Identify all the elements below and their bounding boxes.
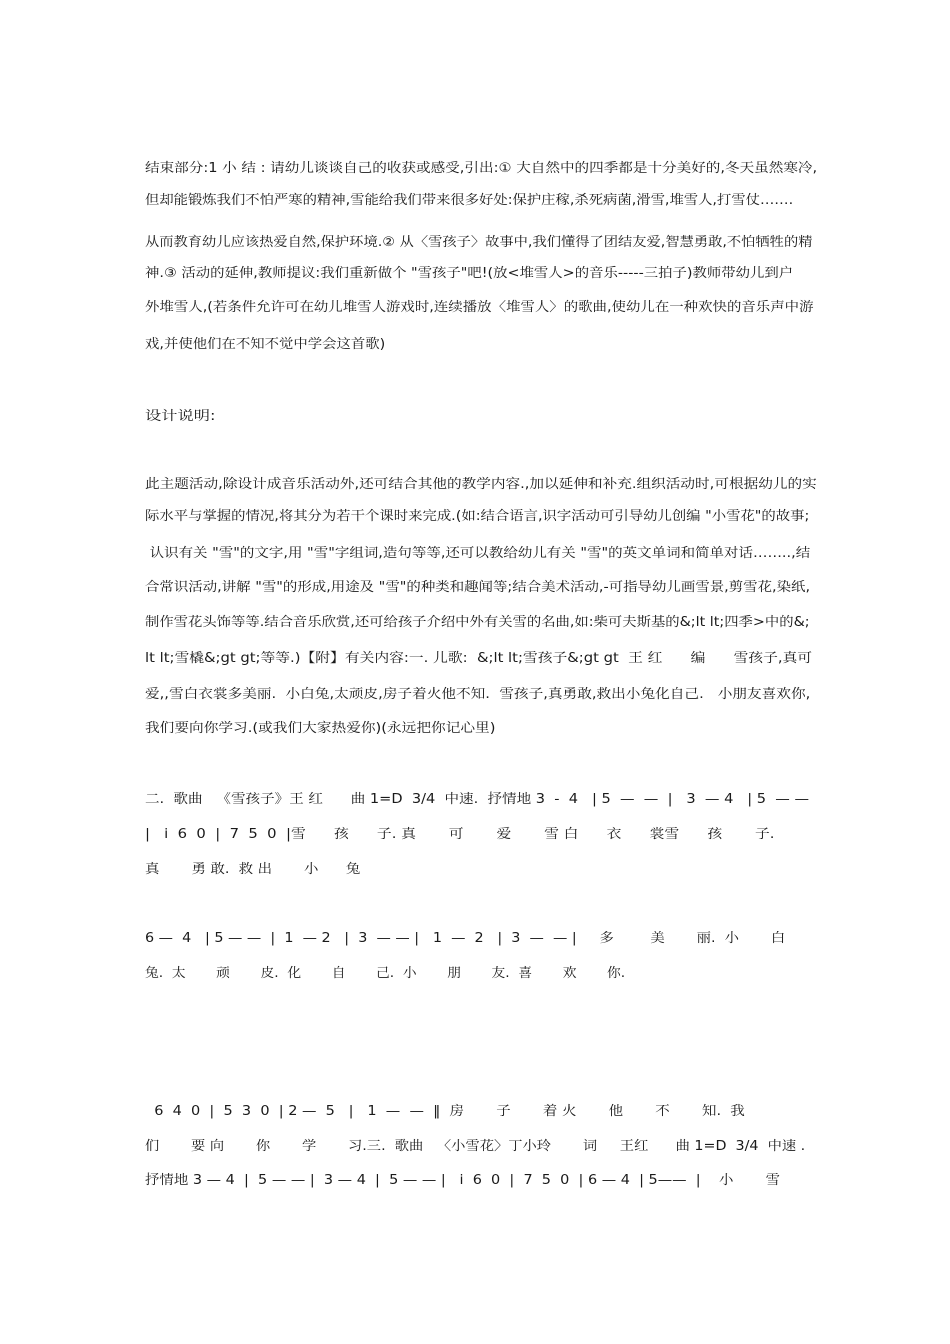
text-line: 我们要向你学习.(或我们大家热爱你)(永远把你记心里) [145,721,496,736]
text-line: 神.③ 活动的延伸,教师提议:我们重新做个 "雪孩子"吧!(放<堆雪人>的音乐-----三拍子)教师带幼儿到户 [145,266,794,281]
song-score-line: 们 要 向 你 学 习.三. 歌曲 〈小雪花〉丁小玲 词 王红 曲 1=D 3/4 中速 . [145,1139,806,1154]
text-line: 际水平与掌握的情况,将其分为若干个课时来完成.(如:结合语言,识字活动可引导幼儿创编 "小雪花"的故事; [145,509,810,524]
song-score-line: 二. 歌曲 《雪孩子》王 红 曲 1=D 3/4 中速. 抒情地 3 - 4 | 5 — — | 3 — 4 | 5 — — [145,792,810,807]
text-line: 外堆雪人,(若条件允许可在幼儿堆雪人游戏时,连续播放〈堆雪人〉的歌曲,使幼儿在一种欢快的音乐声中游 [145,300,814,315]
text-line: 结束部分:1 小 结 : 请幼儿谈谈自己的收获或感受,引出:① 大自然中的四季都是十分美好的,冬天虽然寒冷, [145,161,818,176]
text-line: 此主题活动,除设计成音乐活动外,还可结合其他的教学内容.,加以延伸和补充.组织活动时,可根据幼儿的实 [145,477,817,492]
text-line: 但却能锻炼我们不怕严寒的精神,雪能给我们带来很多好处:保护庄稼,杀死病菌,滑雪,堆雪人,打雪仗……. [145,193,794,208]
song-lyric-line: 真 勇 敢. 救 出 小 兔 [145,862,361,877]
text-line: lt lt;雪橇&;gt gt;等等.)【附】有关内容:一. 儿歌: &;lt lt;雪孩子&;gt gt 王 红 编 雪孩子,真可 [145,651,813,666]
text-line: 合常识活动,讲解 "雪"的形成,用途及 "雪"的种类和趣闻等;结合美术活动,-可指导幼儿画雪景,剪雪花,染纸, [145,580,811,595]
text-line: 认识有关 "雪"的文字,用 "雪"字组词,造句等等,还可以教给幼儿有关 "雪"的英文单词和简单对话……..,结 [145,546,811,561]
text-line: 戏,并使他们在不知不觉中学会这首歌) [145,337,386,352]
text-line: 从而教育幼儿应该热爱自然,保护环境.② 从〈雪孩子〉故事中,我们懂得了团结友爱,智慧勇敢,不怕牺牲的精 [145,235,813,250]
song-score-line: 6 4 0 | 5 3 0 | 2 — 5 | 1 — — ‖ 房 子 着 火 他 不 知. 我 [145,1104,745,1119]
text-line: 制作雪花头饰等等.结合音乐欣赏,还可给孩子介绍中外有关雪的名曲,如:柴可夫斯基的&;lt lt;四季>中的&; [145,615,810,630]
text-line: 爱,,雪白衣裳多美丽. 小白兔,太顽皮,房子着火他不知. 雪孩子,真勇敢,救出小兔化自己. 小朋友喜欢你, [145,687,811,702]
song-score-line: | i 6 0 | 7 5 0 |雪 孩 子. 真 可 爱 雪 白 衣 裳雪 孩 子. [145,827,775,842]
song-score-line: 6 — 4 | 5 — — | 1 — 2 | 3 — — | 1 — 2 | 3 — — | 多 美 丽. 小 白 [145,931,786,946]
song-lyric-line: 兔. 太 顽 皮. 化 自 己. 小 朋 友. 喜 欢 你. [145,966,626,981]
section-heading: 设计说明: [145,409,216,424]
song-score-line: 抒情地 3 — 4 | 5 — — | 3 — 4 | 5 — — | i 6 0 | 7 5 0 | 6 — 4 | 5—— | 小 雪 [145,1173,780,1188]
